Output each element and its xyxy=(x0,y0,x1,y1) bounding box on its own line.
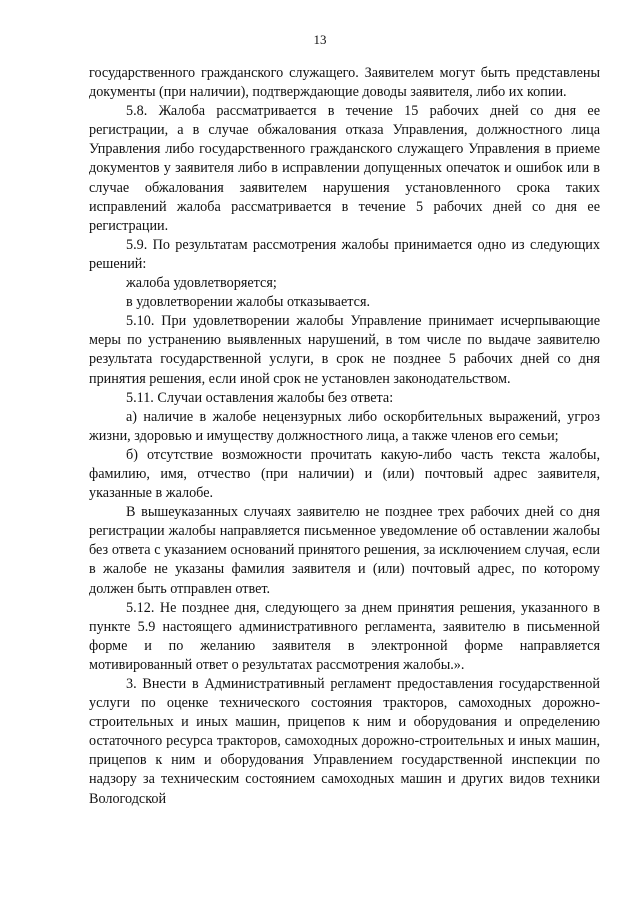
list-item-a: а) наличие в жалобе нецензурных либо оскорбительных выражений, угроз жизни, здоровью и имуществу должностного лица, а также членов его семьи; xyxy=(89,408,600,444)
page-number: 13 xyxy=(313,32,327,47)
paragraph-notification: В вышеуказанных случаях заявителю не позднее трех рабочих дней со дня регистрации жалобы направляется письменное уведомление об оставлении жалобы без ответа с указанием оснований принятого решения, за исключением случая, если в жалобе не указаны фамилия заявителя и (или) почтовый адрес, по которому должен быть отправлен ответ. xyxy=(89,504,600,597)
paragraph-5-10: 5.10. При удовлетворении жалобы Управление принимает исчерпывающие меры по устранению выявленных нарушений, в том числе по выдаче заявителю результата государственной услуги, в срок не позднее 5 рабочих дней со дня принятия решения, если иной срок не установлен законодательством. xyxy=(89,313,600,387)
document-body xyxy=(89,64,600,809)
paragraph-5-9: 5.9. По результатам рассмотрения жалобы принимается одно из следующих решений: xyxy=(89,236,600,272)
list-item-complaint-satisfied: жалоба удовлетворяется; xyxy=(126,275,277,292)
paragraph-5-12: 5.12. Не позднее дня, следующего за днем принятия решения, указанного в пункте 5.9 настоящего административного регламента, заявителю в письменной форме и по желанию заявителя в электронной форме направляется мотивированный ответ о результатах рассмотрения жалобы.». xyxy=(89,599,600,673)
paragraph-5-11: 5.11. Случаи оставления жалобы без ответа: xyxy=(126,389,394,406)
list-item-complaint-refused: в удовлетворении жалобы отказывается. xyxy=(126,294,371,311)
paragraph-3: 3. Внести в Административный регламент предоставления государственной услуги по оценке технического состояния тракторов, самоходных дорожно-строительных и иных машин, прицепов к ним и оборудования и определению остаточного ресурса тракторов, самоходных дорожно-строительных и иных машин, прицепов к ним и оборудования Управлением государственной инспекции по надзору за техническим состоянием самоходных машин и других видов техники Вологодской xyxy=(89,676,600,807)
paragraph-continuation: государственного гражданского служащего. Заявителем могут быть представлены документы (при наличии), подтверждающие доводы заявителя, либо их копии. xyxy=(89,65,600,101)
paragraph-5-8: 5.8. Жалоба рассматривается в течение 15 рабочих дней со дня ее регистрации, а в случае обжалования отказа Управления, должностного лица Управления либо государственного гражданского служащего Управления в приеме документов у заявителя либо в исправлении допущенных опечаток и ошибок или в случае обжалования заявителем нарушения установленного срока таких исправлений жалоба рассматривается в течение 5 рабочих дней со дня ее регистрации. xyxy=(89,103,600,234)
list-item-b: б) отсутствие возможности прочитать какую-либо часть текста жалобы, фамилию, имя, отчество (при наличии) и (или) почтовый адрес заявителя, указанные в жалобе. xyxy=(89,446,600,502)
